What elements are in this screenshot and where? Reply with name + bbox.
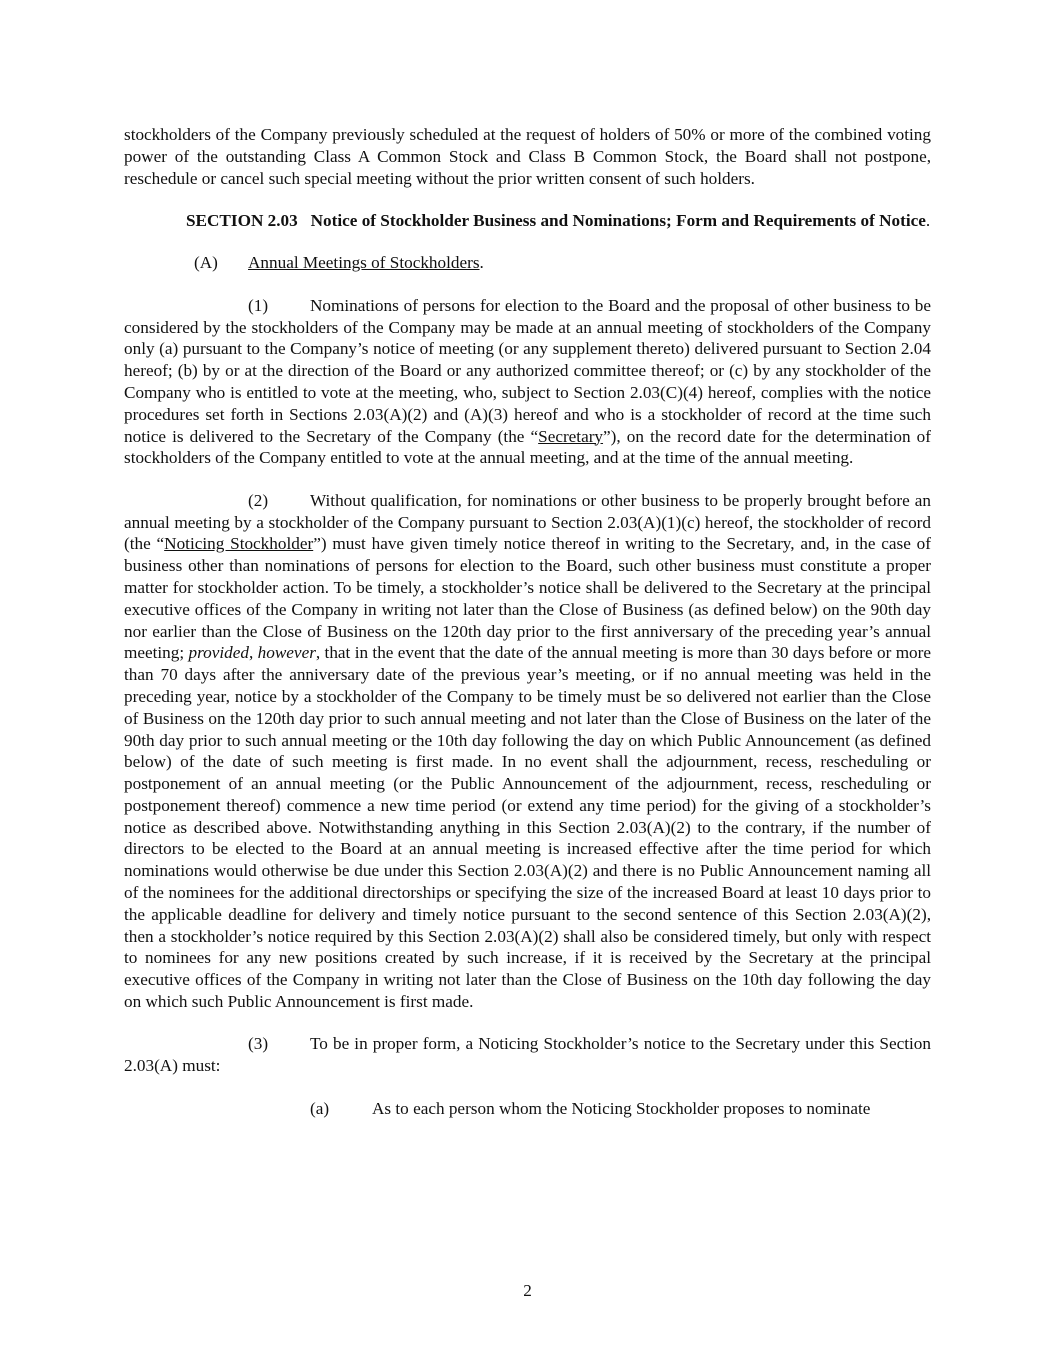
italic-however: however (257, 643, 316, 663)
paragraph-item-1: (1) Nominations of persons for election to the Board and the proposal of other business to be considered by the stockholders of the Company may be made at an annual meeting of stockholders of the Company only (a) pursuant to the Company’s notice of meeting (or any supplement thereto) delivered pursuant to Section 2.04 hereof; (b) by or at the direction of the Board or any authorized committee thereof; or (c) by any stockholder of the Company who is entitled to vote at the meeting, who, subject to Section 2.03(C)(4) hereof, complies with the notice procedures set forth in Sections 2.03(A)(2) and (A)(3) hereof and who is a stockholder of record at the time such notice is delivered to the Secretary of the Company (the “Secretary”), on the record date for the determination of stockholders of the Company entitled to vote at the annual meeting, and at the time of the annual meeting. (124, 295, 931, 468)
document-page (124, 124, 931, 1140)
section-heading (124, 210, 931, 232)
italic-provided: provided (188, 643, 249, 663)
item-1-number: (1) (248, 295, 269, 315)
item-2-number: (2) (248, 490, 269, 510)
subsection-a-title: Annual Meetings of Stockholders (248, 253, 480, 273)
paragraph-item-3a: (a) As to each person whom the Noticing Stockholder proposes to nominate (310, 1098, 871, 1118)
carryover-paragraph: stockholders of the Company previously scheduled at the request of holders of 50% or more of the combined voting power of the outstanding Class A Common Stock and Class B Common Stock, the Board shall not postpone, reschedule or cancel such special meeting without the prior written consent of such holders. (124, 125, 931, 188)
defined-term-secretary: Secretary (538, 426, 604, 446)
page-number: 2 (523, 1281, 532, 1300)
paragraph-item-2: (2) Without qualification, for nominations or other business to be properly brought before an annual meeting by a stockholder of the Company pursuant to Section 2.03(A)(1)(c) hereof, the stockholder of record (the “Noticing Stockholder”) must have given timely notice thereof in writing to the Secretary, and, in the case of business other than nominations of persons for election to the Board, such other business must constitute a proper matter for stockholder action. To be timely, a stockholder’s notice shall be delivered to the Secretary at the principal executive offices of the Company in writing not later than the Close of Business (as defined below) on the 90th day nor earlier than the Close of Business on the 120th day prior to the first anniversary of the preceding year’s annual meeting; provided, however, that in the event that the date of the annual meeting is more than 30 days before or more than 70 days after the anniversary date of the previous year’s meeting, or if no annual meeting was held in the preceding year, notice by a stockholder of the Company to be timely must be so delivered not earlier than the Close of Business on the 120th day prior to such annual meeting and not later than the Close of Business on the later of the 90th day prior to such annual meeting or the 10th day following the day on which Public Announcement (as defined below) of the date of such meeting is first made. In no event shall the adjournment, recess, rescheduling or postponement of an annual meeting (or the Public Announcement of the adjournment, recess, rescheduling or postponement thereof) commence a new time period (or extend any time period) for the giving of a stockholder’s notice as described above. Notwithstanding anything in this Section 2.03(A)(2) to the contrary, if the number of directors to be elected to the Board at an annual meeting is increased effective after the time period for which nominations would otherwise be due under this Section 2.03(A)(2) and there is no Public Announcement naming all of the nominees for the additional directorships or specifying the size of the increased Board at least 10 days prior to the applicable deadline for delivery and timely notice pursuant to the second sentence of this Section 2.03(A)(2), then a stockholder’s notice required by this Section 2.03(A)(2) shall also be considered timely, but only with respect to nominees for any new positions created by such increase, if it is received by the Secretary at the principal executive offices of the Company in writing not later than the Close of Business on the 10th day following the day on which such Public Announcement is first made. (124, 490, 932, 1012)
defined-term-noticing-stockholder: Noticing Stockholder (164, 534, 314, 554)
paragraph-item-3: (3) To be in proper form, a Noticing Stockholder’s notice to the Secretary under this Section 2.03(A) must: (124, 1034, 931, 1076)
section-heading-text: SECTION 2.03 Notice of Stockholder Business and Nominations; Form and Requirements of Notice (186, 210, 926, 230)
subsection-a-heading (194, 252, 931, 274)
subsection-a-tail: . (479, 253, 484, 273)
item-3a-number: (a) (310, 1098, 330, 1118)
section-heading-tail: . (925, 210, 931, 230)
item-3-number: (3) (248, 1034, 269, 1054)
subsection-a-label: (A) (194, 253, 218, 273)
